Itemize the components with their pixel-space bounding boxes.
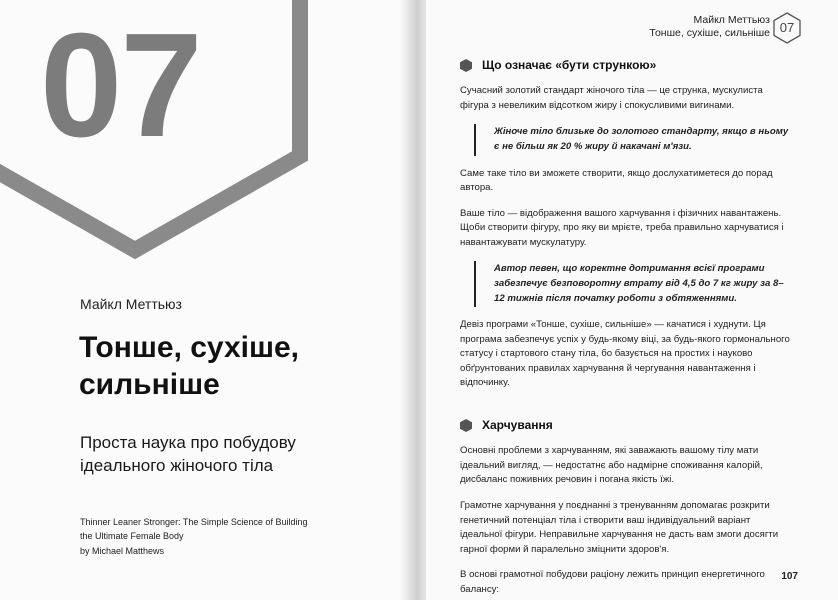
original-line: by Michael Matthews xyxy=(80,545,165,556)
section-heading xyxy=(460,416,794,434)
paragraph: Сучасний золотий стандарт жіночого тіла — це струнка, мускулиста фігура з невеликим відсотком жиру і спокусливими вигинами. xyxy=(460,85,763,111)
original-line: Thinner Leaner Stronger: The Simple Science of Building xyxy=(80,517,308,527)
hexagon-bullet-icon xyxy=(460,59,472,72)
hexagon-bullet-icon xyxy=(460,419,472,432)
highlight-quote: Жіноче тіло близьке до золотого стандарту, якщо в ньому є не більш як 20 % жиру й накачані м'язи. xyxy=(474,124,794,155)
running-head-title: Тонше, сухіше, сильніше xyxy=(649,27,770,40)
section-heading-text: Харчування xyxy=(482,418,553,433)
paragraph: Ваше тіло — відображення вашого харчування і фізичних навантажень. Щоби створити фігуру, про яку ви мрієте, треба правильно харчуватися і навантажувати мускулатуру. xyxy=(460,207,784,248)
book-title xyxy=(79,330,299,403)
original-edition-info xyxy=(80,515,307,558)
running-head-author: Майкл Меттьюз xyxy=(693,14,770,26)
right-page xyxy=(426,0,838,600)
original-line: the Ultimate Female Body xyxy=(80,531,184,542)
book-title-line: сильніше xyxy=(79,367,220,401)
subtitle-line: ідеального жіночого тіла xyxy=(80,455,274,475)
book-title-line: Тонше, сухіше, xyxy=(79,331,300,364)
subtitle-line: Проста наука про побудову xyxy=(80,433,296,452)
book-author: Майкл Меттьюз xyxy=(80,296,182,312)
paragraph: Девіз програми «Тонше, сухіше, сильніше» — качатися і худнути. Ця програма забезпечує успіх у будь-якому віці, за будь-якого гормонального статусу і стартового стану тіла, бо базується на простих і науково обґрунтованих правилах харчування й чергування навантаження і відпочинку. xyxy=(460,319,790,389)
paragraph: Грамотне харчування у поєднанні з тренуванням допомагає розкрити генетичний потенціал тіла і створити ваш індивідуальний варіант ідеальної фігури. Неправильне харчування не дасть вам змоги досягти гарної форми й паралельно зміцнити здоров'я. xyxy=(460,500,779,555)
paragraph: Саме таке тіло ви зможете створити, якщо дослухатиметеся до порад автора. xyxy=(460,167,773,194)
section-spacer xyxy=(460,402,794,416)
chapter-badge-number: 07 xyxy=(779,20,795,35)
summary-content xyxy=(460,56,794,600)
left-page xyxy=(0,0,412,600)
section-heading-text: Що означає «бути стрункою» xyxy=(482,58,657,72)
paragraph: Основні проблеми з харчуванням, які заважають вашому тілу мати ідеальний вигляд, — недостатнє або надмірне споживання калорій, дисбаланс поживних речовин і погана якість їжі. xyxy=(460,445,763,486)
paragraph: В основі грамотної побудови раціону лежить принцип енергетичного балансу: xyxy=(460,569,765,595)
highlight-quote: Автор певен, що коректне дотримання всієї програми забезпечує безповоротну втрату від 4,5 до 7 кг жиру за 8–12 тижнів після початку роботи з обтяженнями. xyxy=(474,261,794,307)
chapter-badge xyxy=(773,12,801,44)
page-number: 107 xyxy=(781,571,798,582)
chapter-number: 07 xyxy=(40,3,201,168)
section-heading xyxy=(460,56,794,74)
book-subtitle xyxy=(80,432,296,478)
running-head xyxy=(649,14,770,40)
